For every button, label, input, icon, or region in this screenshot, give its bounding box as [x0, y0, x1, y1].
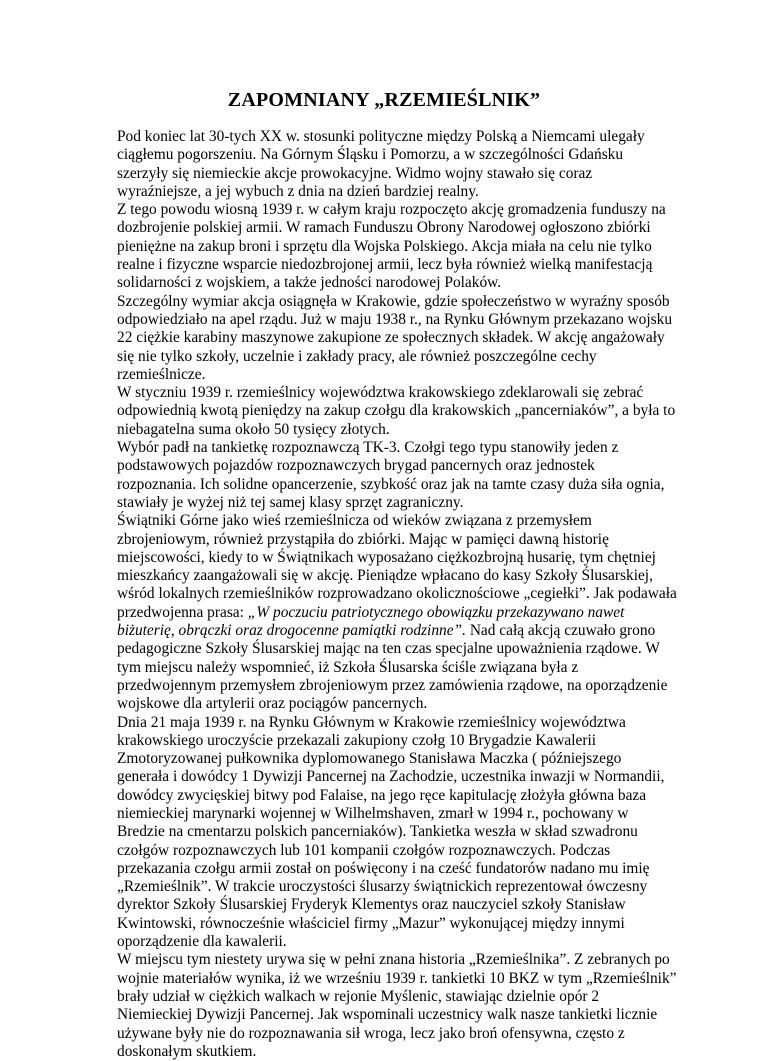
paragraph: W miejscu tym niestety urywa się w pełni znana historia „Rzemieślnika”. Z zebranych po wojnie materiałów wynika, iż we wrześniu 1939 r. tankietki 10 BKZ w tym „Rzemieślnik” brały udział w ciężkich walkach w rejonie Myślenic, stawiając dzielnie opór 2 Niemieckiej Dywizji Pancernej. Jak wspominali uczestnicy walk nasze tankietki licznie używane były nie do rozpoznawania sił wroga, lecz jako broń ofensywna, często z doskonałym skutkiem. — [117, 951, 677, 1060]
paragraph: Dnia 21 maja 1939 r. na Rynku Głównym w Krakowie rzemieślnicy województwa krakowskiego uroczyście przekazali zakupiony czołg 10 Brygadzie Kawalerii Zmotoryzowanej pułkownika dyplomowanego Stanisława Maczka ( późniejszego generała i dowódcy 1 Dywizji Pancernej na Zachodzie, uczestnika inwazji w Normandii, dowódcy zwycięskiej bitwy pod Falaise, na jego ręce kapitulację złożyła główna baza niemieckiej marynarki wojennej w Wilhelmshaven, zmarł w 1994 r., pochowany w Bredzie na cmentarzu polskich pancerniaków). Tankietka weszła w skład szwadronu czołgów rozpoznawczych lub 101 kompanii czołgów rozpoznawczych. Podczas przekazania czołgu armii został on poświęcony i na cześć fundatorów nadano mu imię „Rzemieślnik”. W trakcie uroczystości ślusarzy świątnickich reprezentował ówczesny dyrektor Szkoły Ślusarskiej Fryderyk Klementys oraz nauczyciel szkoły Stanisław Kwintowski, równocześnie właściciel firmy „Mazur” wykonującej między innymi oporządzenie dla kawalerii. — [117, 713, 665, 951]
paragraph-text: Świątniki Górne jako wieś rzemieślnicza od wieków związana z przemysłem zbrojeniowym, również przystąpiła do zbiórki. Mając w pamięci dawną historię miejscowości, kiedy to w Świątnikach wyposażano ciężkozbrojną husarię, tym chętniej mieszkańcy zaangażowali się w akcję. Pieniądze wpłacano do kasy Szkoły Ślusarskiej, wśród lokalnych rzemieślników rozprowadzano okolicznościowe „cegiełki”. Jak podawała przedwojenna prasa: — [117, 512, 677, 621]
paragraph: Szczególny wymiar akcja osiągnęła w Krakowie, gdzie społeczeństwo w wyraźny sposób odpowiedziało na apel rządu. Już w maju 1938 r., na Rynku Głównym przekazano wojsku 22 ciężkie karabiny maszynowe zakupione ze społecznych składek. W akcję angażowały się nie tylko szkoły, uczelnie i zakłady pracy, ale również poszczególne cechy rzemieślnicze. — [117, 292, 673, 383]
press-quote: „W poczuciu patriotycznego obowiązku przekazywano nawet biżuterię, obrączki oraz drogocenne pamiątki rodzinne”. — [117, 603, 625, 640]
document-body — [117, 128, 677, 1061]
paragraph: Wybór padł na tankietkę rozpoznawczą TK-3. Czołgi tego typu stanowiły jeden z podstawowych pojazdów rozpoznawczych brygad pancernych oraz jednostek rozpoznania. Ich solidne opancerzenie, szybkość oraz jak na tamte czasy duża siła ognia, stawiały je wyżej niż tej samej klasy sprzęt zagraniczny. — [117, 439, 665, 511]
paragraph-text: Nad całą akcją czuwało grono pedagogiczne Szkoły Ślusarskiej mając na ten czas specjalne upoważnienia rządowe. W tym miejscu należy wspomnieć, iż Szkoła Ślusarska ściśle związana była z przedwojennym przemysłem zbrojeniowym przez zamówienia rządowe, na oporządzenie wojskowe dla artylerii oraz pociągów pancernych. — [117, 622, 668, 713]
paragraph-with-quote — [117, 512, 677, 713]
paragraph: Z tego powodu wiosną 1939 r. w całym kraju rozpoczęto akcję gromadzenia funduszy na dozbrojenie polskiej armii. W ramach Funduszu Obrony Narodowej ogłoszono zbiórki pieniężne na zakup broni i sprzętu dla Wojska Polskiego. Akcja miała na celu nie tylko realne i fizyczne wsparcie niedozbrojonej armii, lecz była również wielką manifestacją solidarności z wojskiem, a także jedności narodowej Polaków. — [117, 201, 666, 292]
document-title: ZAPOMNIANY „RZEMIEŚLNIK” — [227, 89, 541, 111]
paragraph: Pod koniec lat 30-tych XX w. stosunki polityczne między Polską a Niemcami ulegały ciągłemu pogorszeniu. Na Górnym Śląsku i Pomorzu, a w szczególności Gdańsku szerzyły się niemieckie akcje prowokacyjne. Widmo wojny stawało się coraz wyraźniejsze, a jej wybuch z dnia na dzień bardziej realny. — [117, 128, 645, 200]
paragraph: W styczniu 1939 r. rzemieślnicy województwa krakowskiego zdeklarowali się zebrać odpowiednią kwotą pieniędzy na zakup czołgu dla krakowskich „pancerniaków”, a była to niebagatelna suma około 50 tysięcy złotych. — [117, 384, 676, 438]
